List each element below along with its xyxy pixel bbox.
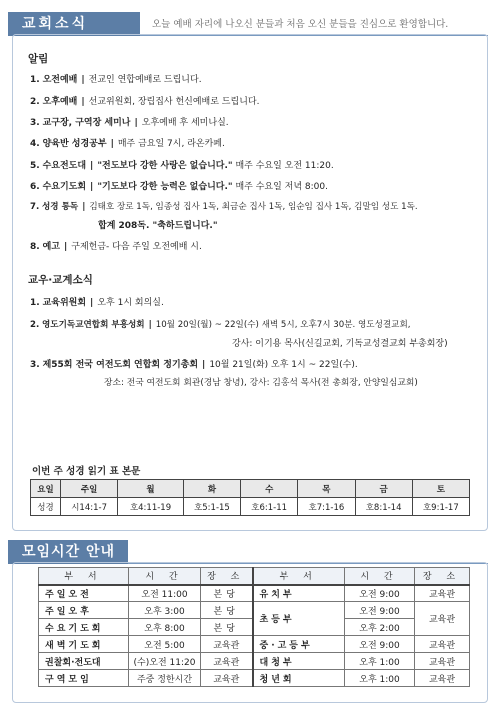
welcome-subtitle: 오늘 예배 자리에 나오신 분들과 처음 오신 분들을 진심으로 환영합니다. xyxy=(152,19,449,30)
church-news-continuation: 장소: 전국 여전도회 회관(경남 창녕), 강사: 김홍석 목사(전 총회장, 안양일심교회) xyxy=(104,378,418,388)
church-news-item: 1. 교육위원회 | 오후 1시 회의실. xyxy=(30,298,164,308)
schedule-banner: 모임시간 안내 xyxy=(8,540,128,564)
reading-cell: 호8:1-14 xyxy=(355,498,412,516)
schedule-header-cell: 부 서 xyxy=(253,568,345,585)
schedule-header-cell: 부 서 xyxy=(39,568,129,585)
reading-cell: 호6:1-11 xyxy=(241,498,298,516)
reading-header-cell: 수 xyxy=(241,480,298,498)
schedule-header-cell: 시 간 xyxy=(345,568,415,585)
announcement-item: 7. 성경 통독 | 김태호 장로 1독, 임종성 집사 1독, 최금순 집사 1독, 임순임 집사 1독, 김말임 성도 1독. xyxy=(30,202,418,212)
schedule-place: 교육관 xyxy=(415,585,470,602)
schedule-place: 교육관 xyxy=(415,653,470,670)
schedule-time: 오전 5:00 xyxy=(129,636,201,653)
schedule-dept: 초등부 xyxy=(253,602,345,636)
announcement-item: 8. 예고 | 구제헌금- 다음 주일 오전예배 시. xyxy=(30,242,202,252)
schedule-dept: 구역모임 xyxy=(39,670,129,687)
church-news-item: 2. 영도기독교연합회 부흥성회 | 10월 20일(월) ~ 22일(수) 새벽 5시, 오후7시 30분. 영도성결교회, xyxy=(30,320,411,330)
announcement-item: 4. 양육반 성경공부 | 매주 금요일 7시, 라온카페. xyxy=(30,139,225,149)
reading-cell: 호9:1-17 xyxy=(412,498,469,516)
schedule-dept: 새벽기도회 xyxy=(39,636,129,653)
schedule-header-row xyxy=(39,568,470,585)
schedule-place: 교육관 xyxy=(415,636,470,653)
schedule-table xyxy=(38,567,470,687)
schedule-time: 오후 3:00 xyxy=(129,602,201,619)
schedule-place: 교육관 xyxy=(415,602,470,636)
announcements-title: 알림 xyxy=(28,53,49,65)
schedule-dept: 주일오전 xyxy=(39,585,129,602)
reading-cell: 성경 xyxy=(31,498,61,516)
schedule-place: 교육관 xyxy=(415,670,470,687)
schedule-time: 주중 정한시간 xyxy=(129,670,201,687)
schedule-time: 오전 9:00 xyxy=(345,636,415,653)
schedule-dept: 유치부 xyxy=(253,585,345,602)
reading-cell: 호4:11-19 xyxy=(118,498,184,516)
schedule-time: (수)오전 11:20 xyxy=(129,653,201,670)
reading-cell: 시14:1-7 xyxy=(61,498,118,516)
announcement-item: 5. 수요전도대 | "전도보다 강한 사랑은 없습니다." 매주 수요일 오전 11:20. xyxy=(30,161,334,171)
reading-header-cell: 주일 xyxy=(61,480,118,498)
reading-header-cell: 화 xyxy=(183,480,240,498)
schedule-dept: 청년회 xyxy=(253,670,345,687)
schedule-header-cell: 장 소 xyxy=(415,568,470,585)
schedule-time: 오후 1:00 xyxy=(345,653,415,670)
schedule-row xyxy=(39,602,470,619)
schedule-time: 오후 8:00 xyxy=(129,619,201,636)
church-news-title: 교우·교계소식 xyxy=(28,274,93,286)
schedule-place: 교육관 xyxy=(201,670,253,687)
schedule-time: 오전 9:00 xyxy=(345,585,415,602)
schedule-dept: 대청부 xyxy=(253,653,345,670)
reading-header-row xyxy=(31,480,470,498)
schedule-place: 본당 xyxy=(201,602,253,619)
reading-table xyxy=(30,479,470,516)
schedule-row xyxy=(39,585,470,602)
schedule-time: 오전 11:00 xyxy=(129,585,201,602)
schedule-place: 본당 xyxy=(201,619,253,636)
church-news-continuation: 강사: 이기용 목사(신길교회, 기독교성결교회 부총회장) xyxy=(232,339,448,349)
schedule-row xyxy=(39,670,470,687)
schedule-header-cell: 시 간 xyxy=(129,568,201,585)
schedule-place: 교육관 xyxy=(201,653,253,670)
announcement-item: 3. 교구장, 구역장 세미나 | 오후예배 후 세미나실. xyxy=(30,118,229,128)
church-news-item: 3. 제55회 전국 여전도회 연합회 정기총회 | 10월 21일(화) 오후 1시 ~ 22일(수). xyxy=(30,360,358,370)
announcement-item: 6. 수요기도회 | "기도보다 강한 능력은 없습니다." 매주 수요일 저녁 8:00. xyxy=(30,182,328,192)
schedule-header-cell: 장 소 xyxy=(201,568,253,585)
reading-cell: 호7:1-16 xyxy=(298,498,355,516)
reading-header-cell: 토 xyxy=(412,480,469,498)
schedule-time: 오전 9:00 xyxy=(345,602,415,619)
schedule-dept: 수요기도회 xyxy=(39,619,129,636)
schedule-row xyxy=(39,653,470,670)
reading-cell: 호5:1-15 xyxy=(183,498,240,516)
reading-header-cell: 목 xyxy=(298,480,355,498)
schedule-place: 교육관 xyxy=(201,636,253,653)
schedule-row xyxy=(39,636,470,653)
reading-header-cell: 금 xyxy=(355,480,412,498)
reading-table-title: 이번 주 성경 읽기 표 본문 xyxy=(32,466,141,477)
schedule-time: 오후 1:00 xyxy=(345,670,415,687)
reading-header-cell: 월 xyxy=(118,480,184,498)
schedule-place: 본당 xyxy=(201,585,253,602)
announcement-item: 1. 오전예배 | 전교인 연합예배로 드립니다. xyxy=(30,75,202,85)
announcement-item: 2. 오후예배 | 선교위원회, 장립집사 헌신예배로 드립니다. xyxy=(30,97,260,107)
news-banner: 교회소식 xyxy=(8,12,140,36)
schedule-time: 오후 2:00 xyxy=(345,619,415,636)
reading-row xyxy=(31,498,470,516)
reading-header-cell: 요일 xyxy=(31,480,61,498)
schedule-dept: 권찰회·전도대 xyxy=(39,653,129,670)
announcement-continuation: 합계 208독. "축하드립니다." xyxy=(98,221,218,231)
schedule-dept: 주일오후 xyxy=(39,602,129,619)
schedule-dept: 중·고등부 xyxy=(253,636,345,653)
